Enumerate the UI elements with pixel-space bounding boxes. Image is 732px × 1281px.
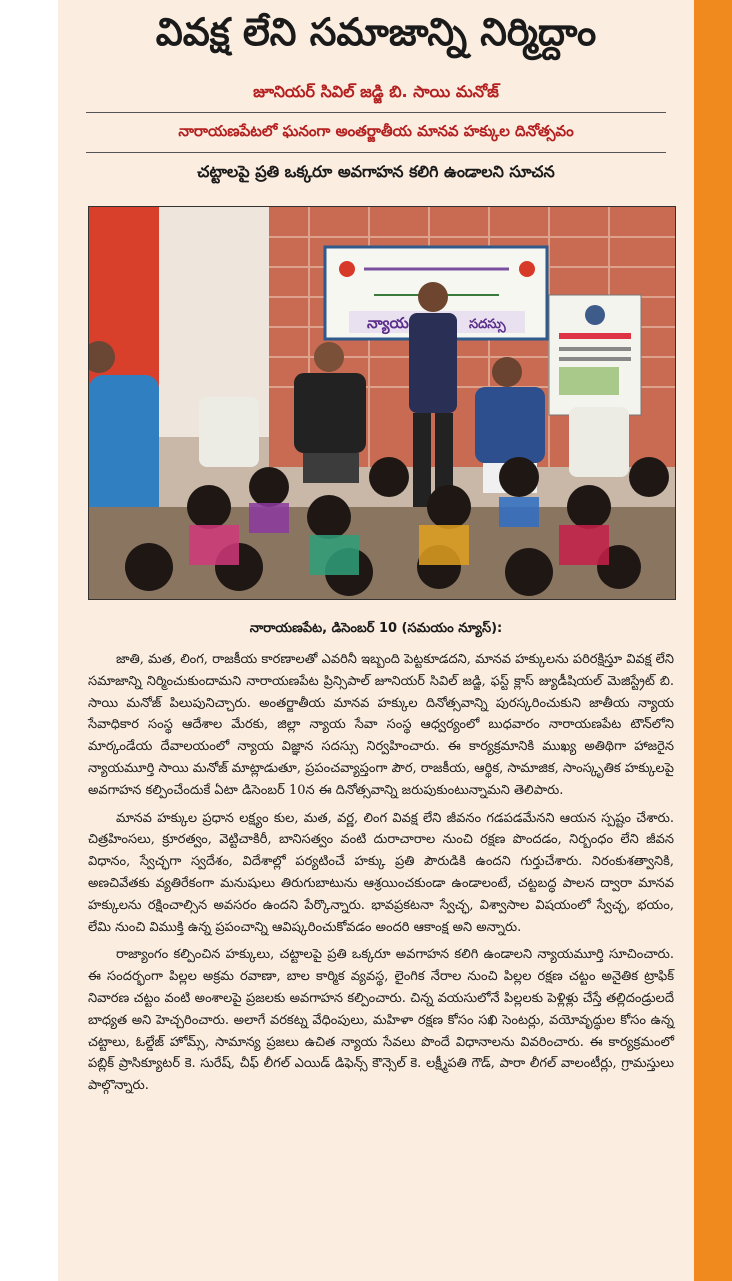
subhead-awareness: చట్టాలపై ప్రతి ఒక్కరూ అవగాహన కలిగి ఉండాలని సూచన bbox=[197, 162, 555, 181]
paragraph: రాజ్యాంగం కల్పించిన హక్కులు, చట్టాలపై ప్రతి ఒక్కరూ అవగాహన కలిగి ఉండాలని న్యాయమూర్తి సూచించారు. ఈ సందర్భంగా పిల్లల అక్రమ రవాణా, బాల కార్మిక వ్యవస్థ, లైంగిక నేరాల నుంచి పిల్లల రక్షణ చట్టం అనైతిక ట్రాఫిక్ నివారణ చట్టం వంటి అంశాలపై ప్రజలకు అవగాహన కల్పించారు. చిన్న వయసులోనే పిల్లలకు పెళ్లిళ్లు చేస్తే తల్లిదండ్రులదే బాధ్యత అని హెచ్చరించారు. అలాగే వరకట్న వేధింపులు, మహిళా రక్షణ కోసం సఖి సెంటర్లు, వయోవృద్ధుల కోసం ఉన్న చట్టాలు, ఓల్డేజ్ హోమ్స్, సామాన్య ప్రజలు ఉచిత న్యాయ సేవలు పొందే విధానాలను వివరించారు. ఈ కార్యక్రమంలో పబ్లిక్ ప్రాసిక్యూటర్ కె. సురేష్, చీఫ్ లీగల్ ఎయిడ్ డిఫెన్స్ కౌన్సెల్ కె. లక్ష్మీపతి గౌడ్, పారా లీగల్ వాలంటీర్లు, గ్రామస్తులు పాల్గొన్నారు. bbox=[88, 947, 674, 1094]
banner-word-sadassu: సదస్సు bbox=[469, 317, 506, 332]
subhead-judge: జూనియర్ సివిల్ జడ్జి బి. సాయి మనోజ్ bbox=[253, 82, 499, 101]
orange-side-strip bbox=[694, 0, 732, 1281]
left-margin bbox=[0, 0, 58, 1281]
event-photo bbox=[88, 206, 676, 600]
subhead-event: నారాయణపేటలో ఘనంగా అంతర్జాతీయ మానవ హక్కుల దినోత్సవం bbox=[178, 122, 574, 140]
newspaper-clipping bbox=[58, 0, 694, 1281]
headline: వివక్ష లేని సమాజాన్ని నిర్మిద్దాం bbox=[155, 10, 597, 54]
dateline: నారాయణపేట, డిసెంబర్ 10 (సమయం న్యూస్): bbox=[249, 621, 503, 636]
paragraph: జాతి, మత, లింగ, రాజకీయ కారణాలతో ఎవరినీ ఇబ్బంది పెట్టకూడదని, మానవ హక్కులను పరిరక్షిస్తూ వివక్ష లేని సమాజాన్ని నిర్మించుకుందామని నారాయణపేట ప్రిన్సిపాల్ జూనియర్ సివిల్ జడ్జి, ఫస్ట్ క్లాస్ జ్యుడీషియల్ మెజిస్ట్రేట్ బి. సాయి మనోజ్ పిలుపునిచ్చారు. అంతర్జాతీయ మానవ హక్కుల దినోత్సవాన్ని పురస్కరించుకుని జాతీయ న్యాయ సేవాధికార సంస్థ ఆదేశాల మేరకు, జిల్లా న్యాయ సేవా సంస్థ ఆధ్వర్యంలో బుధవారం నారాయణపేట టౌన్‌లోని మార్కండేయ దేవాలయంలో న్యాయ విజ్ఞాన సదస్సు నిర్వహించారు. ఈ కార్యక్రమానికి ముఖ్య అతిథిగా హాజరైన న్యాయమూర్తి సాయి మనోజ్ మాట్లాడుతూ, ప్రపంచవ్యాప్తంగా పౌర, రాజకీయ, ఆర్థిక, సామాజిక, సాంస్కృతిక హక్కులపై అవగాహన కల్పించేందుకే ఏటా డిసెంబర్ 10న ఈ దినోత్సవాన్ని జరుపుకుంటున్నామని తెలిపారు. bbox=[88, 652, 674, 798]
article-body bbox=[88, 649, 674, 1103]
divider bbox=[86, 152, 666, 153]
divider bbox=[86, 112, 666, 113]
banner-word-nyaya: న్యాయ bbox=[367, 314, 409, 332]
paragraph: మానవ హక్కుల ప్రధాన లక్ష్యం కుల, మత, వర్ణ, లింగ వివక్ష లేని జీవనం గడపడమేనని ఆయన స్పష్టం చేశారు. చిత్రహింసలు, క్రూరత్వం, వెట్టిచాకిరీ, బానిసత్వం వంటి దురాచారాల నుంచి రక్షణ పొందడం, నిర్బంధం లేని జీవన విధానం, స్వేచ్ఛగా స్వదేశం, విదేశాల్లో పర్యటించే హక్కు ప్రతి పౌరుడికి ఉందని గుర్తుచేశారు. నిరంకుశత్వానికి, అణచివేతకు వ్యతిరేకంగా మనుషులు తిరుగుబాటును ఆశ్రయించకుండా ఉండాలంటే, చట్టబద్ధ పాలన ద్వారా మానవ హక్కులను రక్షించాల్సిన అవసరం ఉందని పేర్కొన్నారు. భావప్రకటనా స్వేచ్ఛ, విశ్వాసాల విషయంలో స్వేచ్ఛ, భయం, లేమి నుంచి విముక్తి ఉన్న ప్రపంచాన్ని ఆవిష్కరించుకోవడం అందరి ఆకాంక్ష అని అన్నారు. bbox=[88, 810, 674, 935]
